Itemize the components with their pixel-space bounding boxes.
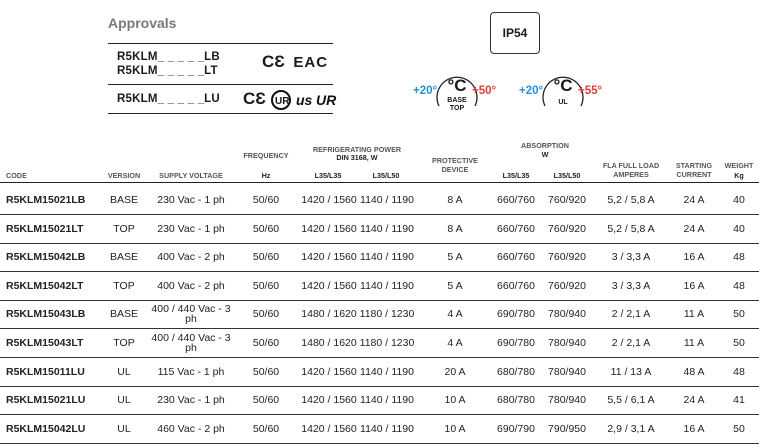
svg-text:UR: UR: [316, 92, 337, 108]
cell-version: TOP: [113, 337, 135, 349]
cell-start: 16 A: [683, 279, 705, 292]
cell-fla: 5,2 / 5,8 A: [607, 194, 655, 206]
cell-fla: 3 / 3,3 A: [611, 279, 651, 292]
model-lt: R5KLM_ _ _ _ _LT: [117, 65, 218, 77]
cell-code: R5KLM15021LT: [6, 222, 84, 235]
cell-rp35: 1480 / 1620: [301, 337, 357, 349]
cell-start: 11 A: [683, 337, 705, 349]
cell-ab35: 690/790: [497, 422, 535, 435]
hdr-starting: STARTING CURRENT: [675, 161, 713, 179]
cell-supply: 230 Vac - 1 ph: [157, 222, 225, 235]
cell-ab35: 660/760: [497, 194, 535, 206]
model-lb: R5KLM_ _ _ _ _LB: [117, 51, 220, 63]
cell-freq: 50/60: [252, 251, 280, 264]
cell-ab35: 660/760: [497, 279, 535, 292]
hdr-protective: PROTECTIVE DEVICE: [432, 156, 478, 174]
cell-weight: 48: [733, 251, 745, 264]
cell-version: BASE: [109, 308, 138, 321]
hdr-fla: FLA FULL LOAD AMPERES: [602, 161, 660, 179]
cell-ab50: 780/940: [548, 365, 586, 378]
cell-rp50: 1140 / 1190: [360, 222, 414, 235]
cell-ab50: 780/940: [548, 394, 586, 407]
cell-version: TOP: [113, 222, 135, 235]
ce-mark-icon-2: CƐ: [243, 89, 266, 109]
cell-rp35: 1480 / 1620: [301, 308, 357, 321]
hdr-refrig: REFRIGERATING POWER: [312, 145, 402, 154]
table-row: [0, 358, 759, 387]
cell-supply: 400 Vac - 2 ph: [157, 251, 225, 264]
cell-freq: 50/60: [252, 308, 280, 321]
cell-fla: 5,2 / 5,8 A: [607, 222, 655, 235]
cell-rp50: 1180 / 1230: [359, 337, 415, 349]
model-lu: R5KLM_ _ _ _ _LU: [117, 93, 220, 105]
cell-rp50: 1140 / 1190: [360, 365, 414, 378]
cell-prot: 20 A: [444, 365, 466, 378]
cell-freq: 50/60: [252, 222, 280, 235]
cell-freq: 50/60: [252, 394, 280, 407]
cell-rp50: 1140 / 1190: [360, 251, 414, 264]
cell-freq: 50/60: [252, 365, 280, 378]
celsius-symbol-ul: °C: [553, 76, 573, 95]
cell-prot: 8 A: [447, 222, 463, 235]
cell-start: 16 A: [683, 422, 705, 435]
cell-start: 16 A: [683, 251, 705, 264]
cell-code: R5KLM15042LB: [6, 251, 86, 264]
cell-supply: 400 / 440 Vac - 3 ph: [151, 332, 231, 354]
cell-rp35: 1420 / 1560: [301, 222, 357, 235]
temp-dial-base-top: [413, 66, 503, 122]
temp-max-ul: +55°: [578, 85, 603, 97]
dial-label-base: BASE: [447, 97, 467, 104]
hdr-weight-unit: Kg: [734, 171, 744, 180]
approvals-title: Approvals: [108, 15, 177, 31]
cell-prot: 10 A: [444, 394, 466, 407]
cell-rp50: 1140 / 1190: [360, 279, 414, 292]
temp-max: +50°: [472, 85, 497, 97]
table-header-rule: [0, 182, 759, 183]
cell-rp35: 1420 / 1560: [301, 194, 357, 206]
cell-supply: 400 Vac - 2 ph: [157, 279, 225, 292]
cell-supply: 230 Vac - 1 ph: [157, 394, 225, 407]
cell-ab50: 780/940: [548, 337, 586, 349]
ce-eac-marks: [262, 52, 328, 72]
cell-ab35: 660/760: [497, 222, 535, 235]
celsius-symbol: °C: [447, 76, 467, 95]
cell-weight: 48: [733, 365, 745, 378]
table-row: [0, 329, 759, 358]
cell-ab35: 690/780: [497, 337, 535, 349]
hdr-frequency: FREQUENCY: [243, 151, 289, 160]
ip-rating-badge: IP54: [490, 12, 540, 54]
cell-ab50: 780/940: [548, 308, 586, 321]
cell-prot: 5 A: [447, 279, 463, 292]
cell-start: 11 A: [683, 308, 705, 321]
cell-weight: 50: [733, 308, 745, 321]
cell-rp35: 1420 / 1560: [301, 422, 357, 435]
cell-rp35: 1420 / 1560: [301, 394, 357, 407]
eac-mark-icon: EAC: [293, 54, 329, 71]
cell-rp35: 1420 / 1560: [301, 251, 357, 264]
cell-code: R5KLM15042LU: [6, 422, 86, 435]
hdr-refrig-l50: L35/L50: [372, 171, 400, 180]
cell-code: R5KLM15043LT: [6, 337, 84, 349]
cell-ab50: 760/920: [548, 194, 586, 206]
table-row: [0, 243, 759, 272]
approvals-divider-top: [108, 43, 333, 44]
dial-label-top: TOP: [449, 105, 465, 112]
cell-version: BASE: [109, 251, 138, 264]
ur-mark-icon: [270, 89, 346, 111]
cell-rp35: 1420 / 1560: [301, 279, 357, 292]
cell-start: 48 A: [683, 365, 705, 378]
cell-version: UL: [117, 394, 131, 407]
hdr-abs-l50: L35/L50: [553, 171, 581, 180]
cell-freq: 50/60: [252, 279, 280, 292]
cell-freq: 50/60: [252, 422, 280, 435]
cell-code: R5KLM15021LU: [6, 394, 86, 407]
cell-freq: 50/60: [252, 194, 280, 206]
cell-ab35: 660/760: [497, 251, 535, 264]
hdr-abs-l35: L35/L35: [502, 171, 530, 180]
cell-version: BASE: [109, 194, 138, 206]
cell-fla: 2 / 2,1 A: [611, 337, 651, 349]
cell-rp50: 1180 / 1230: [359, 308, 415, 321]
cell-start: 24 A: [683, 222, 705, 235]
cell-ab35: 680/780: [497, 365, 535, 378]
cell-code: R5KLM15011LU: [6, 365, 85, 378]
approvals-divider-mid: [108, 84, 333, 85]
hdr-absorption-unit: W: [541, 150, 549, 159]
cell-fla: 5,5 / 6,1 A: [607, 394, 655, 407]
temp-dial-ul: [519, 66, 609, 122]
cell-version: TOP: [113, 279, 135, 292]
cell-start: 24 A: [683, 194, 705, 206]
ce-ul-marks: [243, 89, 346, 111]
cell-supply: 115 Vac - 1 ph: [157, 365, 225, 378]
hdr-frequency-unit: Hz: [261, 171, 271, 180]
temp-min: +20°: [413, 85, 438, 97]
cell-prot: 8 A: [447, 194, 463, 206]
cell-prot: 10 A: [444, 422, 466, 435]
cell-code: R5KLM15042LT: [6, 279, 84, 292]
approvals-divider-bottom: [108, 113, 333, 114]
hdr-version: VERSION: [107, 171, 141, 180]
cell-code: R5KLM15021LB: [6, 194, 86, 206]
cell-supply: 460 Vac - 2 ph: [157, 422, 225, 435]
table-row: [0, 386, 759, 415]
cell-code: R5KLM15043LB: [6, 308, 86, 321]
hdr-supply: SUPPLY VOLTAGE: [159, 171, 223, 180]
cell-prot: 4 A: [447, 308, 463, 321]
hdr-absorption: ABSORPTION: [521, 141, 569, 150]
hdr-refrig-l35: L35/L35: [314, 171, 342, 180]
hdr-code: CODE: [6, 171, 27, 180]
table-row: [0, 186, 759, 215]
cell-ab50: 760/920: [548, 251, 586, 264]
cell-fla: 2 / 2,1 A: [611, 308, 651, 321]
table-row: [0, 300, 759, 329]
table-row: [0, 215, 759, 244]
cell-version: UL: [117, 422, 131, 435]
cell-ab50: 790/950: [548, 422, 586, 435]
cell-prot: 5 A: [447, 251, 463, 264]
cell-rp35: 1420 / 1560: [301, 365, 357, 378]
cell-prot: 4 A: [447, 337, 463, 349]
cell-weight: 40: [733, 194, 745, 206]
table-row: [0, 415, 759, 444]
cell-weight: 50: [733, 337, 745, 349]
cell-rp50: 1140 / 1190: [360, 394, 414, 407]
cell-rp50: 1140 / 1190: [360, 422, 414, 435]
ce-mark-icon: CƐ: [262, 52, 285, 71]
cell-weight: 48: [733, 279, 745, 292]
cell-weight: 40: [733, 222, 745, 235]
cell-ab35: 680/780: [497, 394, 535, 407]
cell-start: 24 A: [683, 394, 705, 407]
svg-text:UR: UR: [275, 96, 290, 107]
svg-text:us: us: [296, 92, 313, 108]
hdr-weight: WEIGHT: [724, 161, 754, 170]
cell-weight: 50: [733, 422, 745, 435]
cell-fla: 3 / 3,3 A: [611, 251, 651, 264]
cell-supply: 400 / 440 Vac - 3 ph: [151, 303, 231, 326]
cell-weight: 41: [733, 394, 745, 407]
cell-freq: 50/60: [252, 337, 280, 349]
temp-min-ul: +20°: [519, 85, 544, 97]
cell-ab50: 760/920: [548, 279, 586, 292]
cell-fla: 11 / 13 A: [610, 365, 652, 378]
cell-supply: 230 Vac - 1 ph: [157, 194, 225, 206]
cell-ab35: 690/780: [497, 308, 535, 321]
hdr-refrig-sub: DIN 3168, W: [336, 153, 378, 162]
cell-rp50: 1140 / 1190: [360, 194, 414, 206]
cell-version: UL: [117, 365, 131, 378]
cell-ab50: 760/920: [548, 222, 586, 235]
table-row: [0, 272, 759, 301]
dial-label-ul: UL: [558, 99, 568, 106]
cell-fla: 2,9 / 3,1 A: [607, 422, 655, 435]
